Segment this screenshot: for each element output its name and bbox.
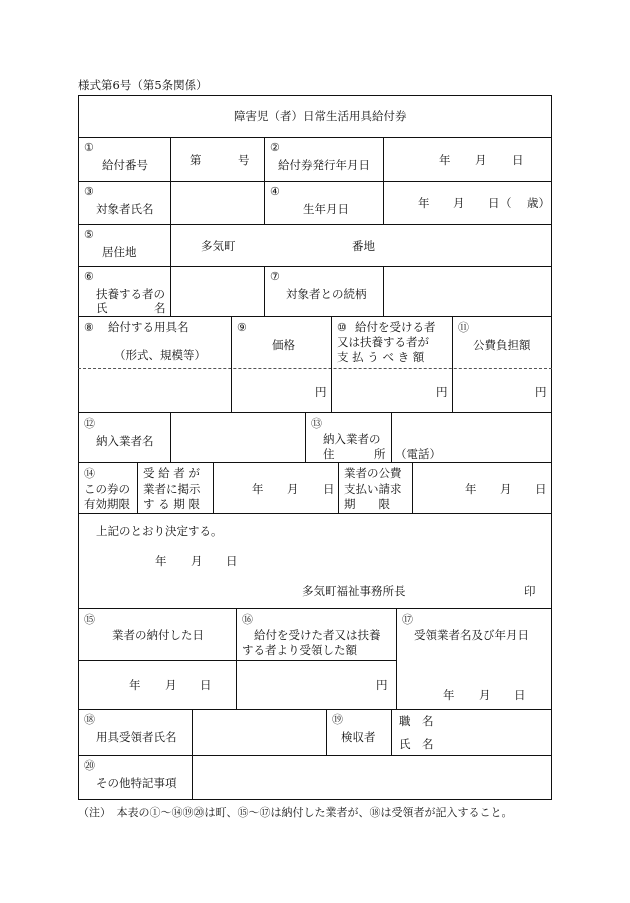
circled-number-11: ⑪ [458,321,469,334]
footnote: （注） 本表の①～⑭⑲⑳は町、⑮～⑰は納付した業者が、⑱は受領者が記入すること。 [78,806,513,819]
circled-number-13: ⑬ [311,417,322,430]
seal-mark: 印 [524,584,536,598]
circled-number-15: ⑮ [84,613,95,626]
label-nofu-bi: 業者の納付した日 [112,628,204,642]
circled-number-8: ⑧ [84,321,94,334]
label-zokugara: 対象者との続柄 [286,287,367,301]
yen-char: 円 [315,385,327,399]
label-juryo-gyosha: 受領業者名及び年月日 [414,628,529,642]
office-name: 多気町福祉事務所長 [302,584,406,598]
day-char: 日 [323,482,335,496]
day-char: 日 [226,554,238,568]
month-char: 月 [500,482,512,496]
day-char: 日 [488,196,500,210]
age-suffix: 歳） [527,196,550,210]
year-char: 年 [155,554,167,568]
circled-number-20: ⑳ [84,759,95,772]
circled-number-7: ⑦ [270,270,280,283]
circled-number-3: ③ [84,185,94,198]
label-kohi: 公費負担額 [473,338,531,352]
label-shimei: 氏 名 [399,737,434,751]
circled-number-6: ⑥ [84,270,94,283]
label-yuko1: この券の [84,482,130,496]
year-char: 年 [465,482,477,496]
year-char: 年 [418,196,430,210]
label-gyosha-addr-ju: 住 [323,447,335,461]
circled-number-14: ⑭ [84,467,95,480]
circled-number-17: ⑰ [402,613,413,626]
circled-number-9: ⑨ [237,321,247,334]
circled-number-5: ⑤ [84,228,94,241]
yen-char: 円 [436,385,448,399]
label-sonota: その他特記事項 [96,776,177,790]
label-keiji3: す る 期 限 [143,497,200,511]
label-yougu-line1: 給付する用具名 [108,320,189,334]
label-yuko2: 有効期限 [84,497,130,511]
circled-number-4: ④ [270,185,280,198]
label-seikyu2: 支払い請求 [344,482,402,496]
day-char: 日 [512,153,524,167]
circled-number-2: ② [270,141,280,154]
day-char: 日 [535,482,547,496]
label-seikyu3: 期 限 [344,497,390,511]
month-char: 月 [191,554,203,568]
label-uketori: 用具受領者氏名 [96,730,177,744]
yen-char: 円 [535,385,547,399]
label-kyojuchi: 居住地 [102,245,137,259]
label-futan-line3: 支 払 う べ き 額 [337,350,425,364]
label-fuyo-line1: 扶養する者の [96,287,165,301]
month-char: 月 [475,153,487,167]
decision-statement: 上記のとおり決定する。 [96,524,223,538]
label-kyufu-bango: 給付番号 [102,158,148,172]
label-gyosha-addr-sho: 所 [374,447,386,461]
label-banchi: 番地 [352,239,375,253]
year-char: 年 [252,482,264,496]
year-char: 年 [439,153,451,167]
label-futan-line1: 給付を受ける者 [355,320,436,334]
label-fuyo-shi: 氏 [96,301,108,315]
form-number: 様式第6号（第5条関係） [78,78,208,92]
label-keiji1: 受 給 者 が [143,466,200,480]
circled-number-1: ① [84,141,94,154]
label-hakko-ymd: 給付券発行年月日 [278,158,370,172]
circled-number-19: ⑲ [332,713,343,726]
label-taishosha-shimei: 対象者氏名 [96,202,154,216]
label-futan-line2: 又は扶養する者が [337,335,429,349]
label-denwa: （電話） [395,447,441,461]
label-yougu-line2: （形式、規模等） [114,348,206,362]
label-go: 号 [238,153,250,167]
label-kakaku: 価格 [272,338,295,352]
year-char: 年 [443,688,455,702]
circled-number-10: ⑩ [337,321,347,334]
month-char: 月 [165,678,177,692]
day-char: 日 [200,678,212,692]
label-shoku: 職 名 [399,714,434,728]
month-char: 月 [479,688,491,702]
voucher-form-page: 様式第6号（第5条関係） 障害児（者）日常生活用具給付券 ① 給付番号 第 号 ② 給付券発行年月日 年 月 日 ③ 対象者氏名 ④ 生年月日 年 月 日 （ 歳） ⑤ 居住地 多気町 番地 ⑥ 扶養する者の 氏 名 ⑦ 対象者との続柄 ⑧ 給付する用具名 （形式、規模等） ⑨ 価格 ⑩ 給付を受ける者 又は扶養する者が 支 払 う べ き 額 ⑪ 公費負担額 円 円 円 ⑫ 納入業者名 ⑬ 納入業者の 住 所 （電話） ⑭ この券の 有効期限 受 給 者 が 業者に掲示 す る 期 限 年 月 日 業者の公費 支払い請求 期 限 年 月 日 上記のとおり決定する。 年 月 日 多気町福祉事務所長 印 ⑮ 業者の納付した日 ⑯ 給付を受けた者又は扶養 する者より受領した額 ⑰ 受領業者名及び年月日 年 月 日 円 年 月 日 ⑱ 用具受領者氏名 ⑲ 検収者 職 名 氏 名 ⑳ その他特記事項 （注） 本表の①～⑭⑲⑳は町、⑮～⑰は納付した業者が、⑱は受領者が記入すること。 [78,78,550,819]
label-fuyo-mei: 名 [154,301,166,315]
form-title: 障害児（者）日常生活用具給付券 [234,109,407,123]
circled-number-18: ⑱ [84,713,95,726]
month-char: 月 [287,482,299,496]
label-juryo2: する者より受領した額 [242,643,357,657]
label-seinengappi: 生年月日 [303,202,349,216]
label-dai: 第 [190,153,202,167]
month-char: 月 [453,196,465,210]
label-kenshu: 検収者 [341,730,376,744]
year-char: 年 [129,678,141,692]
label-keiji2: 業者に掲示 [143,482,201,496]
town-name: 多気町 [201,239,236,253]
label-juryo1: 給付を受けた者又は扶養 [254,628,381,642]
day-char: 日 [514,688,526,702]
label-gyosha-addr1: 納入業者の [323,432,381,446]
yen-char: 円 [376,678,388,692]
label-gyosha-mei: 納入業者名 [96,434,154,448]
circled-number-12: ⑫ [84,417,95,430]
label-seikyu1: 業者の公費 [344,466,402,480]
circled-number-16: ⑯ [242,613,253,626]
